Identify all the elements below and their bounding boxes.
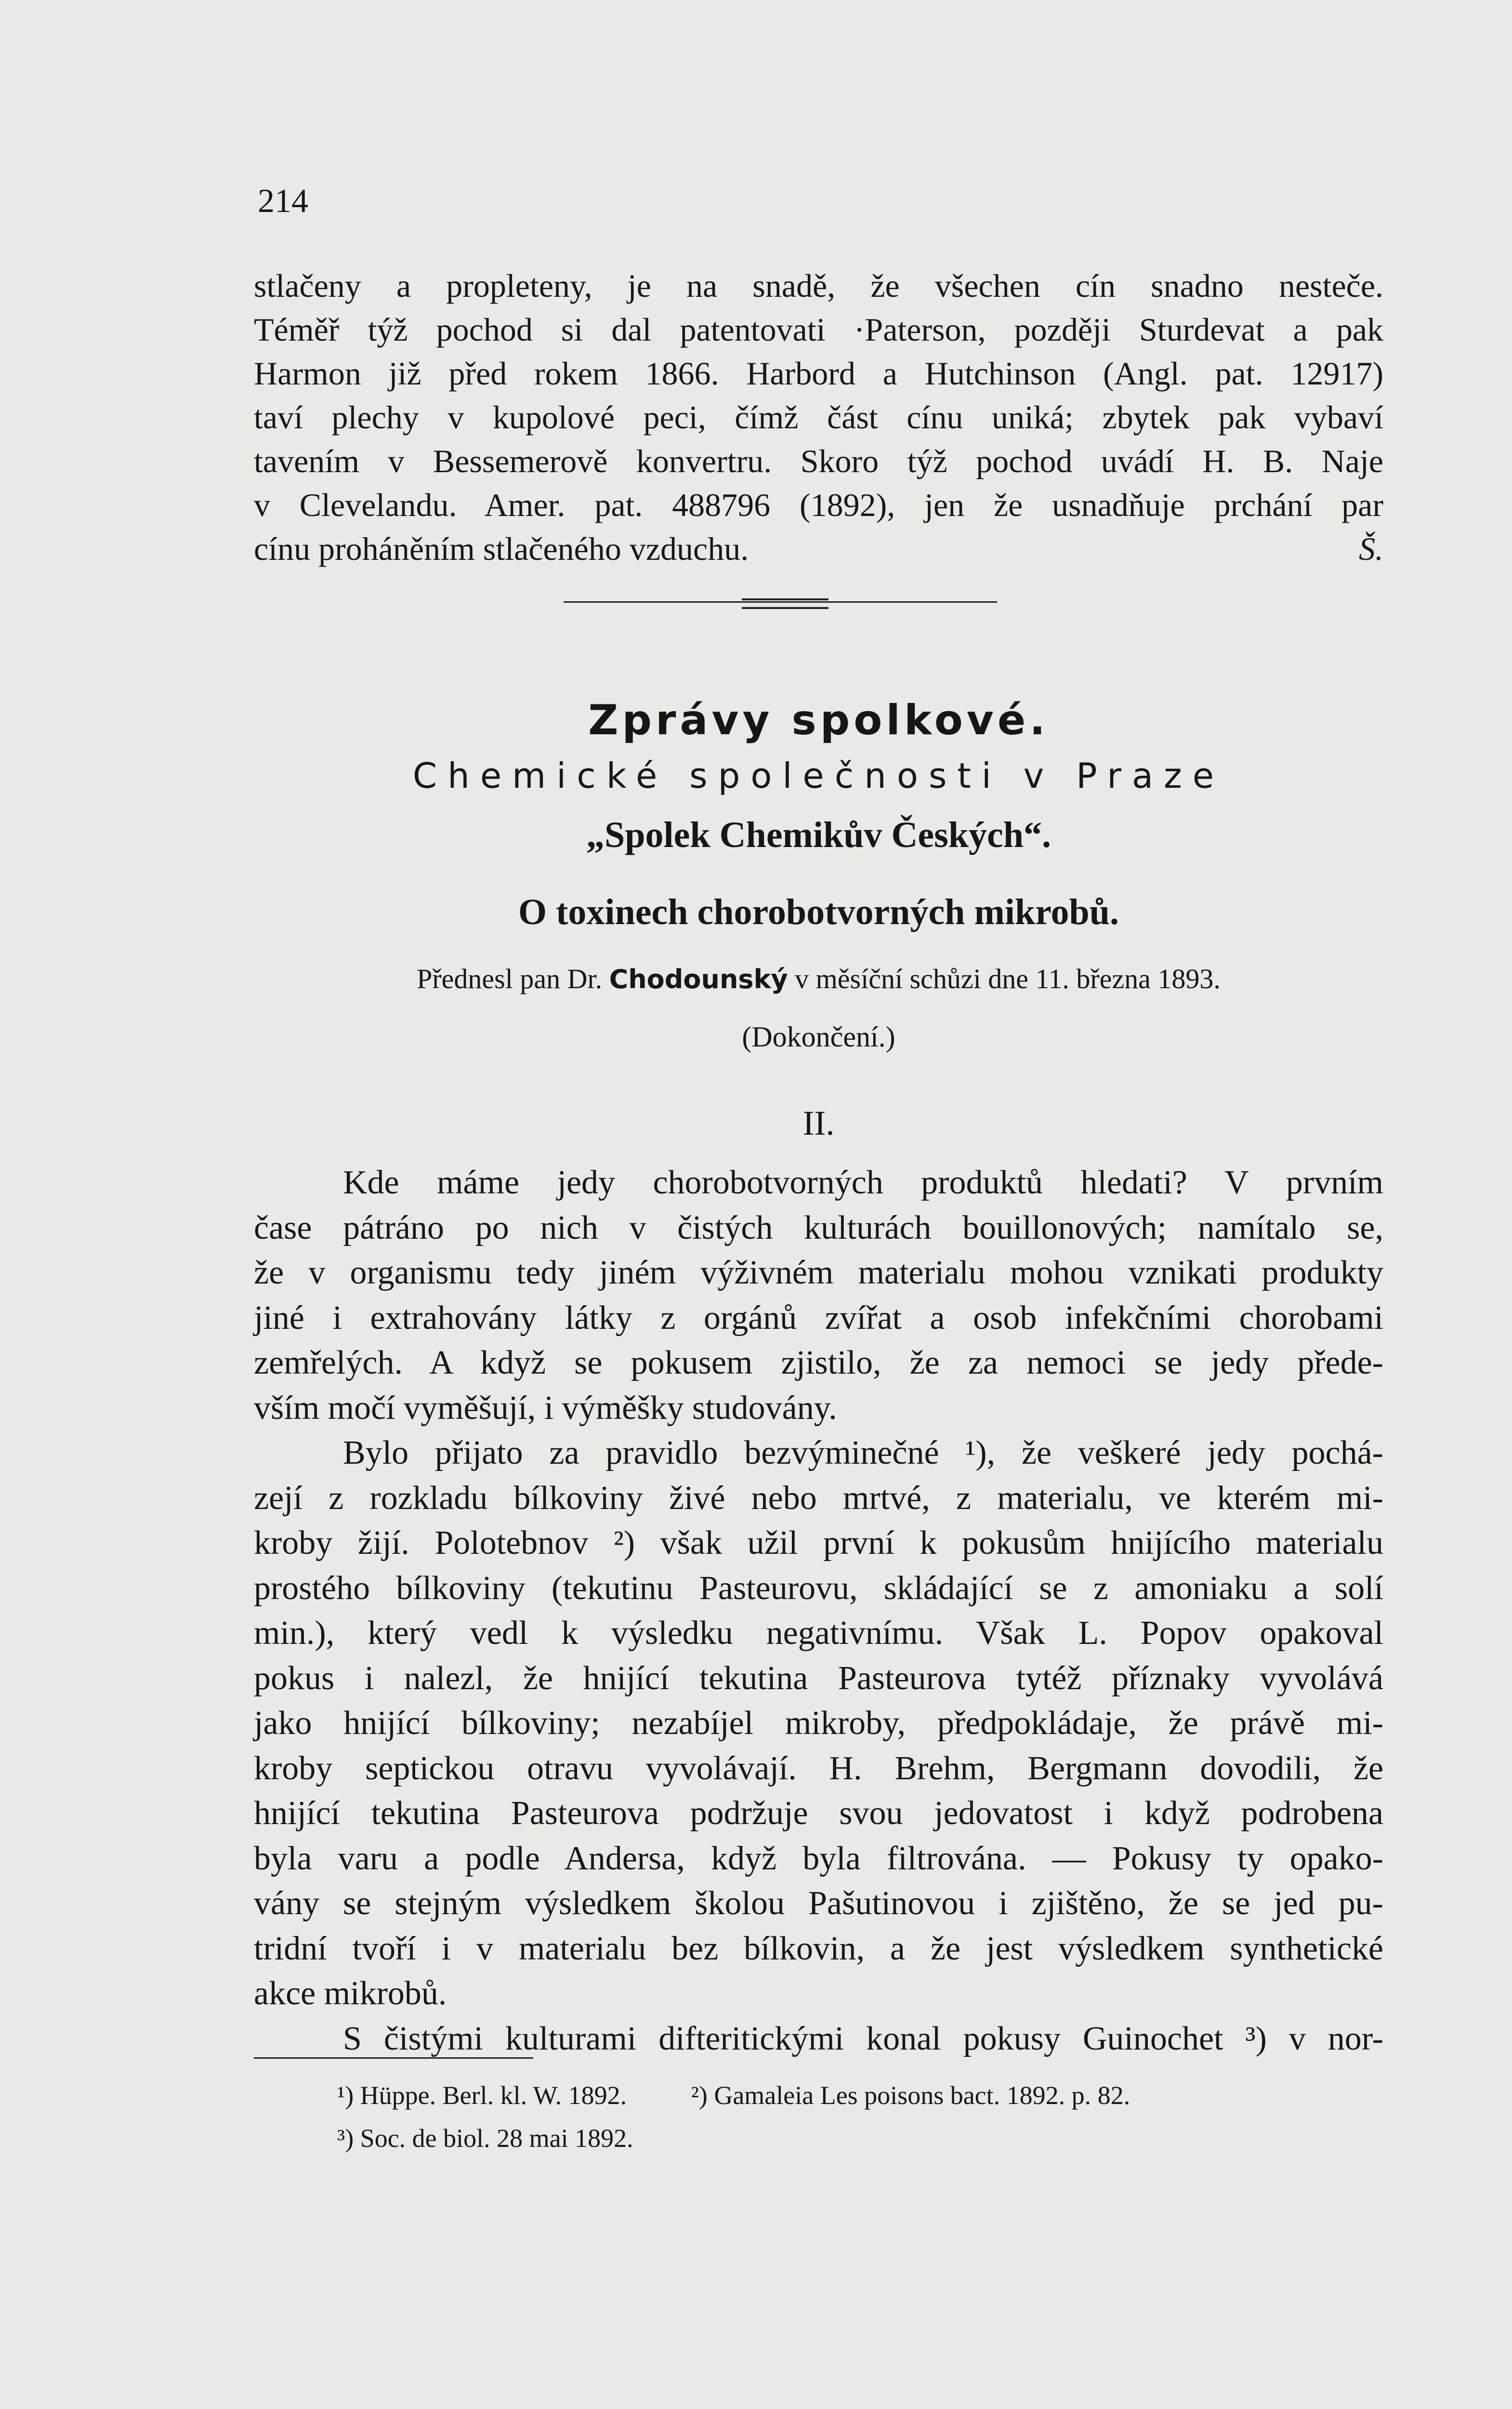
footnote-row bbox=[337, 2117, 1130, 2160]
article-body bbox=[254, 1160, 1383, 2061]
text-line: tridní tvoří i v materialu bez bílkovin, a že jest výsledkem synthetické bbox=[254, 1930, 1383, 1967]
footnote-3: ³) Soc. de biol. 28 mai 1892. bbox=[337, 2124, 633, 2153]
text-line: S čistými kulturami difteritickými konal pokusy Guinochet ³) v nor- bbox=[343, 2020, 1383, 2057]
text-line: pokus i nalezl, že hnijící tekutina Pasteurova tytéž příznaky vyvolává bbox=[254, 1659, 1383, 1697]
text-line: zemřelých. A když se pokusem zjistilo, že za nemoci se jedy přede- bbox=[254, 1344, 1383, 1381]
text-line: stlačeny a propleteny, je na snadě, že všechen cín snadno nesteče. bbox=[254, 267, 1383, 304]
text-line: vány se stejným výsledkem školou Pašutinovou i zjištěno, že se jed pu- bbox=[254, 1885, 1383, 1922]
byline-author: Chodounský bbox=[609, 964, 788, 994]
text-line: Bylo přijato za pravidlo bezvýminečné ¹), že veškeré jedy pochá- bbox=[343, 1434, 1383, 1471]
text-line: jiné i extrahovány látky z orgánů zvířat a osob infekčními chorobami bbox=[254, 1299, 1383, 1337]
byline-prefix: Přednesl pan Dr. bbox=[417, 963, 603, 994]
text-line: zejí z rozkladu bílkoviny živé nebo mrtvé, z materialu, ve kterém mi- bbox=[254, 1479, 1383, 1517]
byline bbox=[254, 963, 1383, 995]
text-line: akce mikrobů. bbox=[254, 1975, 447, 2012]
text-line: Téměř týž pochod si dal patentovati ·Paterson, později Sturdevat a pak bbox=[254, 311, 1383, 348]
text-line: vším močí vyměšují, i výměšky studovány. bbox=[254, 1389, 837, 1427]
byline-suffix: v měsíční schůzi dne 11. března 1893. bbox=[795, 963, 1221, 994]
text-line: hnijící tekutina Pasteurova podržuje svou jedovatost i když podrobena bbox=[254, 1795, 1383, 1832]
society-heading: Chemické společnosti v Praze bbox=[412, 755, 1225, 796]
page-number: 214 bbox=[258, 183, 308, 220]
text-line: min.), který vedl k výsledku negativnímu. Však L. Popov opakoval bbox=[254, 1615, 1383, 1652]
article-title: O toxinech chorobotvorných mikrobů. bbox=[518, 892, 1119, 932]
separator-ornament bbox=[742, 598, 828, 609]
text-line: že v organismu tedy jiném výživném materialu mohou vznikati produkty bbox=[254, 1254, 1383, 1291]
text-line: byla varu a podle Andersa, když byla filtrována. — Pokusy ty opako- bbox=[254, 1840, 1383, 1877]
text-line: čase pátráno po nich v čistých kulturách bouillonových; namítalo se, bbox=[254, 1209, 1383, 1246]
text-line-content: cínu proháněním stlačeného vzduchu. bbox=[254, 530, 749, 567]
section-numeral: II. bbox=[802, 1104, 835, 1142]
author-signature: Š. bbox=[1359, 530, 1383, 567]
intro-paragraph bbox=[254, 264, 1383, 571]
text-line: Harmon již před rokem 1866. Harbord a Hutchinson (Angl. pat. 12917) bbox=[254, 355, 1383, 392]
text-line: taví plechy v kupolové peci, čímž část cínu uniká; zbytek pak vybaví bbox=[254, 399, 1383, 436]
text-line: kroby žijí. Polotebnov ²) však užil první k pokusům hnijícího materialu bbox=[254, 1524, 1383, 1562]
society-name: „Spolek Chemikův Českých“. bbox=[586, 815, 1051, 855]
text-line: Kde máme jedy chorobotvorných produktů hledati? V prvním bbox=[343, 1164, 1383, 1201]
footnote-1: ¹) Hüppe. Berl. kl. W. 1892. bbox=[337, 2081, 627, 2110]
footnote-rule bbox=[254, 2057, 533, 2059]
text-line: v Clevelandu. Amer. pat. 488796 (1892), jen že usnadňuje prchání par bbox=[254, 487, 1383, 523]
text-line: tavením v Bessemerově konvertru. Skoro týž pochod uvádí H. B. Naje bbox=[254, 443, 1383, 479]
footnotes bbox=[337, 2074, 1130, 2160]
footnote-row bbox=[337, 2074, 1130, 2117]
section-separator bbox=[564, 596, 997, 608]
text-line: prostého bílkoviny (tekutinu Pasteurovu, skládající se z amoniaku a solí bbox=[254, 1569, 1383, 1607]
continued-note: (Dokončení.) bbox=[742, 1021, 895, 1053]
text-line: jako hnijící bílkoviny; nezabíjel mikroby, předpokládaje, že právě mi- bbox=[254, 1705, 1383, 1742]
text-line-last bbox=[254, 527, 1383, 571]
footnote-2: ²) Gamaleia Les poisons bact. 1892. p. 82. bbox=[691, 2081, 1131, 2110]
text-line: kroby septickou otravu vyvolávají. H. Brehm, Bergmann dovodili, že bbox=[254, 1749, 1383, 1787]
section-heading: Zprávy spolkové. bbox=[588, 696, 1049, 744]
